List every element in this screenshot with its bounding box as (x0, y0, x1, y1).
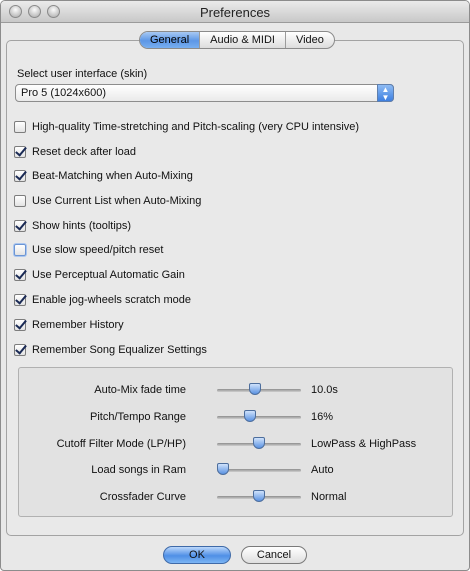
option-label: Reset deck after load (32, 146, 136, 158)
option-label: Beat-Matching when Auto-Mixing (32, 170, 193, 182)
option-row[interactable] (14, 145, 136, 159)
checkbox-checked[interactable] (14, 269, 26, 281)
select-arrows-icon: ▲ ▼ (377, 84, 394, 102)
slider-track[interactable] (217, 469, 301, 472)
slider-value: LowPass & HighPass (311, 438, 417, 450)
slider-value: 10.0s (311, 384, 338, 396)
option-row[interactable] (14, 318, 124, 332)
option-row[interactable] (14, 243, 163, 257)
slider-row (19, 462, 452, 478)
slider-label: Crossfader Curve (99, 491, 186, 503)
title-bar[interactable] (1, 1, 469, 23)
option-row[interactable] (14, 120, 359, 134)
slider-label: Load songs in Ram (91, 464, 186, 476)
cancel-button[interactable]: Cancel (241, 546, 307, 564)
checkbox-checked[interactable] (14, 170, 26, 182)
slider-thumb[interactable] (244, 410, 256, 422)
checkbox-checked[interactable] (14, 220, 26, 232)
slider-track[interactable] (217, 416, 301, 419)
slider-thumb[interactable] (217, 463, 229, 475)
option-label: Remember Song Equalizer Settings (32, 344, 207, 356)
option-row[interactable] (14, 169, 193, 183)
option-label: Use Perceptual Automatic Gain (32, 269, 185, 281)
checkbox-unchecked[interactable] (14, 195, 26, 207)
option-label: Use Current List when Auto-Mixing (32, 195, 202, 207)
checkbox-checked[interactable] (14, 319, 26, 331)
checkbox-unchecked[interactable] (14, 121, 26, 133)
option-row[interactable] (14, 343, 207, 357)
window-title: Preferences (199, 5, 271, 20)
slider-row (19, 382, 452, 398)
slider-row (19, 489, 452, 505)
slider-track[interactable] (217, 389, 301, 392)
option-row[interactable] (14, 219, 131, 233)
option-label: Show hints (tooltips) (32, 220, 132, 232)
option-label: Enable jog-wheels scratch mode (32, 294, 191, 306)
slider-label: Pitch/Tempo Range (90, 411, 186, 423)
option-row[interactable] (14, 293, 191, 307)
skin-select-value: Pro 5 (1024x600) (21, 87, 106, 99)
tab-bar (139, 31, 335, 49)
slider-group (18, 367, 453, 517)
slider-track[interactable] (217, 443, 301, 446)
slider-label: Cutoff Filter Mode (LP/HP) (56, 438, 186, 450)
slider-row (19, 409, 452, 425)
checkbox-checked[interactable] (14, 146, 26, 158)
tab-video[interactable]: Video (295, 34, 324, 46)
slider-thumb[interactable] (253, 490, 265, 502)
option-label: Remember History (32, 319, 124, 331)
slider-track[interactable] (217, 496, 301, 499)
tab-general[interactable]: General (140, 32, 200, 48)
checkbox-checked[interactable] (14, 294, 26, 306)
option-row[interactable] (14, 268, 185, 282)
slider-value: Auto (311, 464, 334, 476)
option-label: Use slow speed/pitch reset (32, 244, 164, 256)
slider-thumb[interactable] (249, 383, 261, 395)
skin-select[interactable] (15, 84, 394, 102)
checkbox-checked[interactable] (14, 344, 26, 356)
tab-audio-midi[interactable]: Audio & MIDI (200, 32, 286, 48)
option-label: High-quality Time-stretching and Pitch-scaling (very CPU intensive) (32, 121, 360, 133)
slider-row (19, 436, 452, 452)
slider-label: Auto-Mix fade time (94, 384, 186, 396)
slider-value: 16% (311, 411, 334, 423)
skin-select-label: Select user interface (skin) (17, 68, 148, 80)
checkbox-unchecked[interactable] (14, 244, 26, 256)
ok-button[interactable]: OK (163, 546, 231, 564)
slider-thumb[interactable] (253, 437, 265, 449)
slider-value: Normal (311, 491, 347, 503)
option-row[interactable] (14, 194, 201, 208)
